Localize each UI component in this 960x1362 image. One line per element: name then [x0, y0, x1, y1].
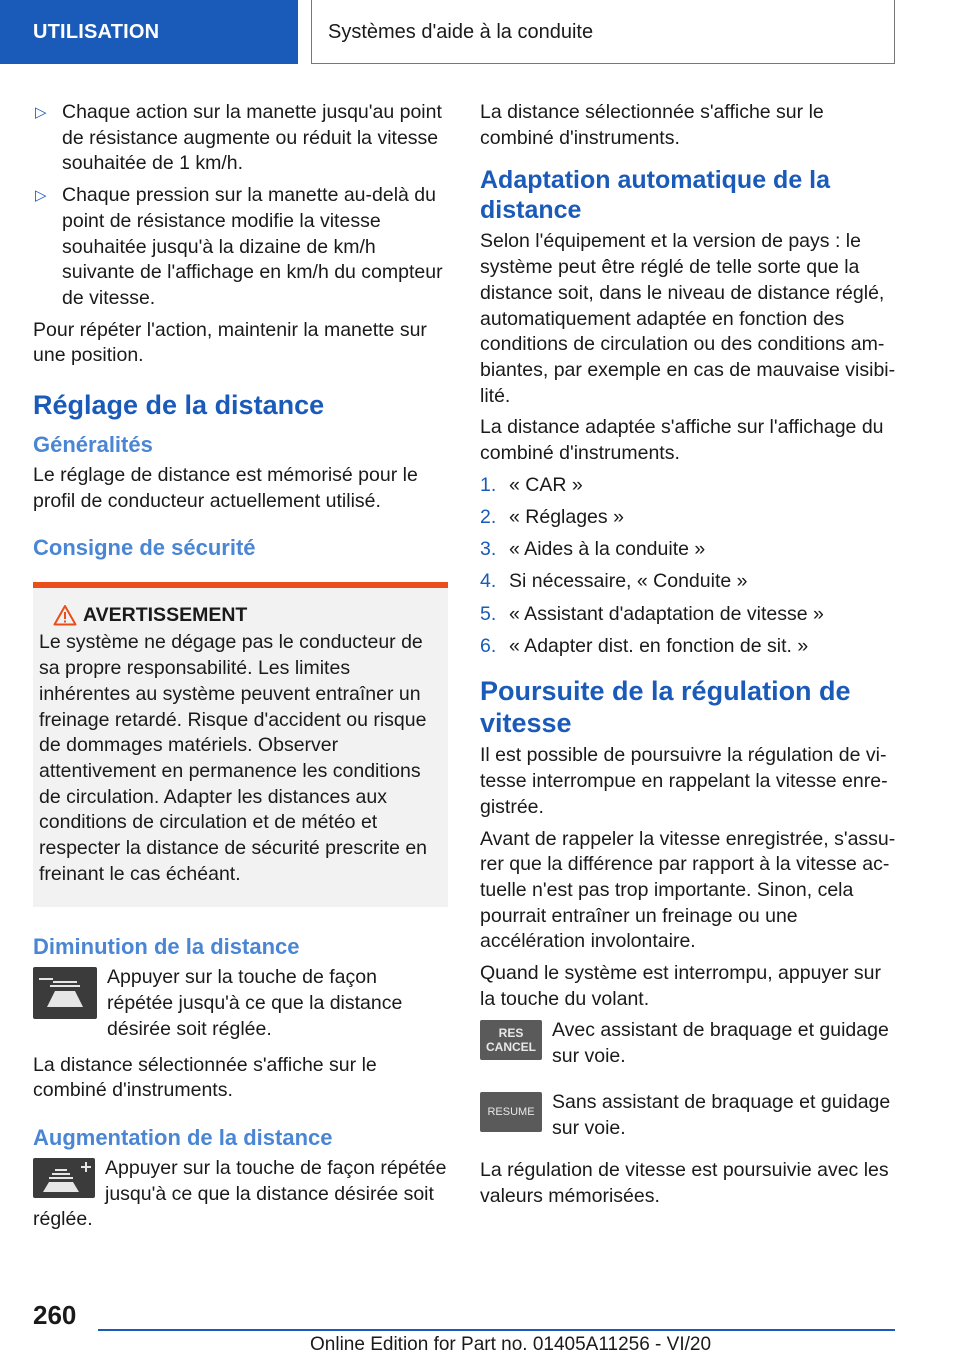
repeat-text: Pour répéter l'action, maintenir la manette sur une position.	[33, 318, 427, 367]
resume-instruction: RESUME Sans assistant de braquage et guidage sur voie.	[480, 1090, 896, 1152]
heading-generalites: Généralités	[33, 432, 153, 458]
poursuite-text-3: Quand le système est interrompu, appuyer sur la touche du volant.	[480, 962, 882, 1010]
bullet-item: ▷ Chaque action sur la manette jusqu'au point de résistance augmente ou réduit la vitesse souhaitée de 1 km/h.	[35, 101, 442, 175]
generalites-text: Le réglage de distance est mémorisé pour le profil de conducteur actuellement utilisé.	[33, 464, 418, 512]
distance-increase-button-icon	[33, 1158, 95, 1198]
poursuite-text-2: Avant de rappeler la vitesse enregistrée, s'assurer que la différence par rapport à la vitesse actuelle n'est pas trop importante. Sinon, cela pourrait entraîner un freinage ou une accélération involontaire.	[480, 827, 896, 953]
warning-box	[33, 582, 448, 907]
augmentation-instruction: Appuyer sur la touche de façon répétée jusqu'à ce que la distance désirée soit réglée.	[33, 1156, 447, 1231]
page-header	[0, 0, 960, 66]
list-item: 5. « Assistant d'adaptation de vitesse »	[480, 602, 824, 625]
page-number: 260	[33, 1300, 77, 1330]
heading-poursuite-regulation: Poursuite de la régulation de vitesse	[480, 676, 851, 739]
list-item: 6. « Adapter dist. en fonction de sit. »	[480, 634, 809, 657]
adaptation-text: Selon l'équipement et la version de pays : le système peut être réglé de telle sorte que la distance soit, dans le niveau de distance réglé, automatiquement adaptée en fonction des conditions de circulation ou des conditions ambiantes, par exemple en cas de mauvaise visibilité.	[480, 230, 896, 407]
list-item: 1. « CAR »	[480, 473, 583, 496]
intro-text: La distance sélectionnée s'affiche sur le combiné d'instruments.	[480, 101, 824, 149]
left-column	[33, 100, 448, 1239]
bullet-item: ▷ Chaque pression sur la manette au-delà du point de résistance modifie la vitesse souhaitée jusqu'à la dizaine de km/h suivante de l'affichage en km/h du compteur de vitesse.	[35, 184, 443, 309]
heading-adaptation-automatique: Adaptation automatique de la distance	[480, 166, 831, 225]
heading-consigne-securite: Consigne de sécurité	[33, 535, 256, 561]
resume-button-icon: RESUME	[480, 1092, 542, 1132]
res-cancel-instruction: RES CANCEL Avec assistant de braquage et guidage sur voie.	[480, 1018, 896, 1084]
list-item: 3. « Aides à la conduite »	[480, 538, 706, 561]
triangle-bullet-icon: ▷	[35, 104, 47, 121]
heading-reglage-distance: Réglage de la distance	[33, 390, 325, 421]
chapter-title: Systèmes d'aide à la conduite	[311, 0, 895, 64]
poursuite-text: Il est possible de poursuivre la régulation de vitesse interrompue en rappelant la vitesse enregistrée.	[480, 744, 888, 818]
list-item: 2. « Réglages »	[480, 505, 624, 528]
final-text: La régulation de vitesse est poursuivie avec les valeurs mémorisées.	[480, 1159, 889, 1208]
steps-list	[480, 473, 896, 660]
diminution-instruction: Appuyer sur la touche de façon répétée jusqu'à ce que la distance désirée soit réglée.	[33, 965, 448, 1042]
diminution-after-text: La distance sélectionnée s'affiche sur le combiné d'instruments.	[33, 1053, 377, 1102]
warning-text: Le système ne dégage pas le conducteur de sa propre responsabilité. Les limites inhérentes au système peuvent entraîner un freinage retardé. Risque d'accident ou risque de dommages matériels. Observer attentivement en permanence les conditions de circulation. Adapter les distances aux conditions de circulation et de météo et respecter la distance de sécurité prescrite en freinant le cas échéant.	[39, 631, 428, 885]
triangle-bullet-icon: ▷	[35, 187, 47, 205]
warning-triangle-icon	[53, 604, 77, 626]
heading-augmentation-distance: Augmentation de la distance	[33, 1124, 333, 1150]
adaptation-text-2: La distance adaptée s'affiche sur l'affichage du combiné d'instruments.	[480, 416, 884, 465]
section-tab: UTILISATION	[0, 0, 298, 64]
list-item: 4. Si nécessaire, « Conduite »	[480, 570, 748, 593]
distance-decrease-button-icon	[33, 967, 97, 1019]
right-column	[480, 100, 896, 1216]
warning-title: AVERTISSEMENT	[39, 602, 442, 628]
res-cancel-button-icon: RES CANCEL	[480, 1020, 542, 1060]
footer-edition: Online Edition for Part no. 01405A11256 - VI/20	[310, 1334, 712, 1355]
heading-diminution-distance: Diminution de la distance	[33, 934, 300, 960]
